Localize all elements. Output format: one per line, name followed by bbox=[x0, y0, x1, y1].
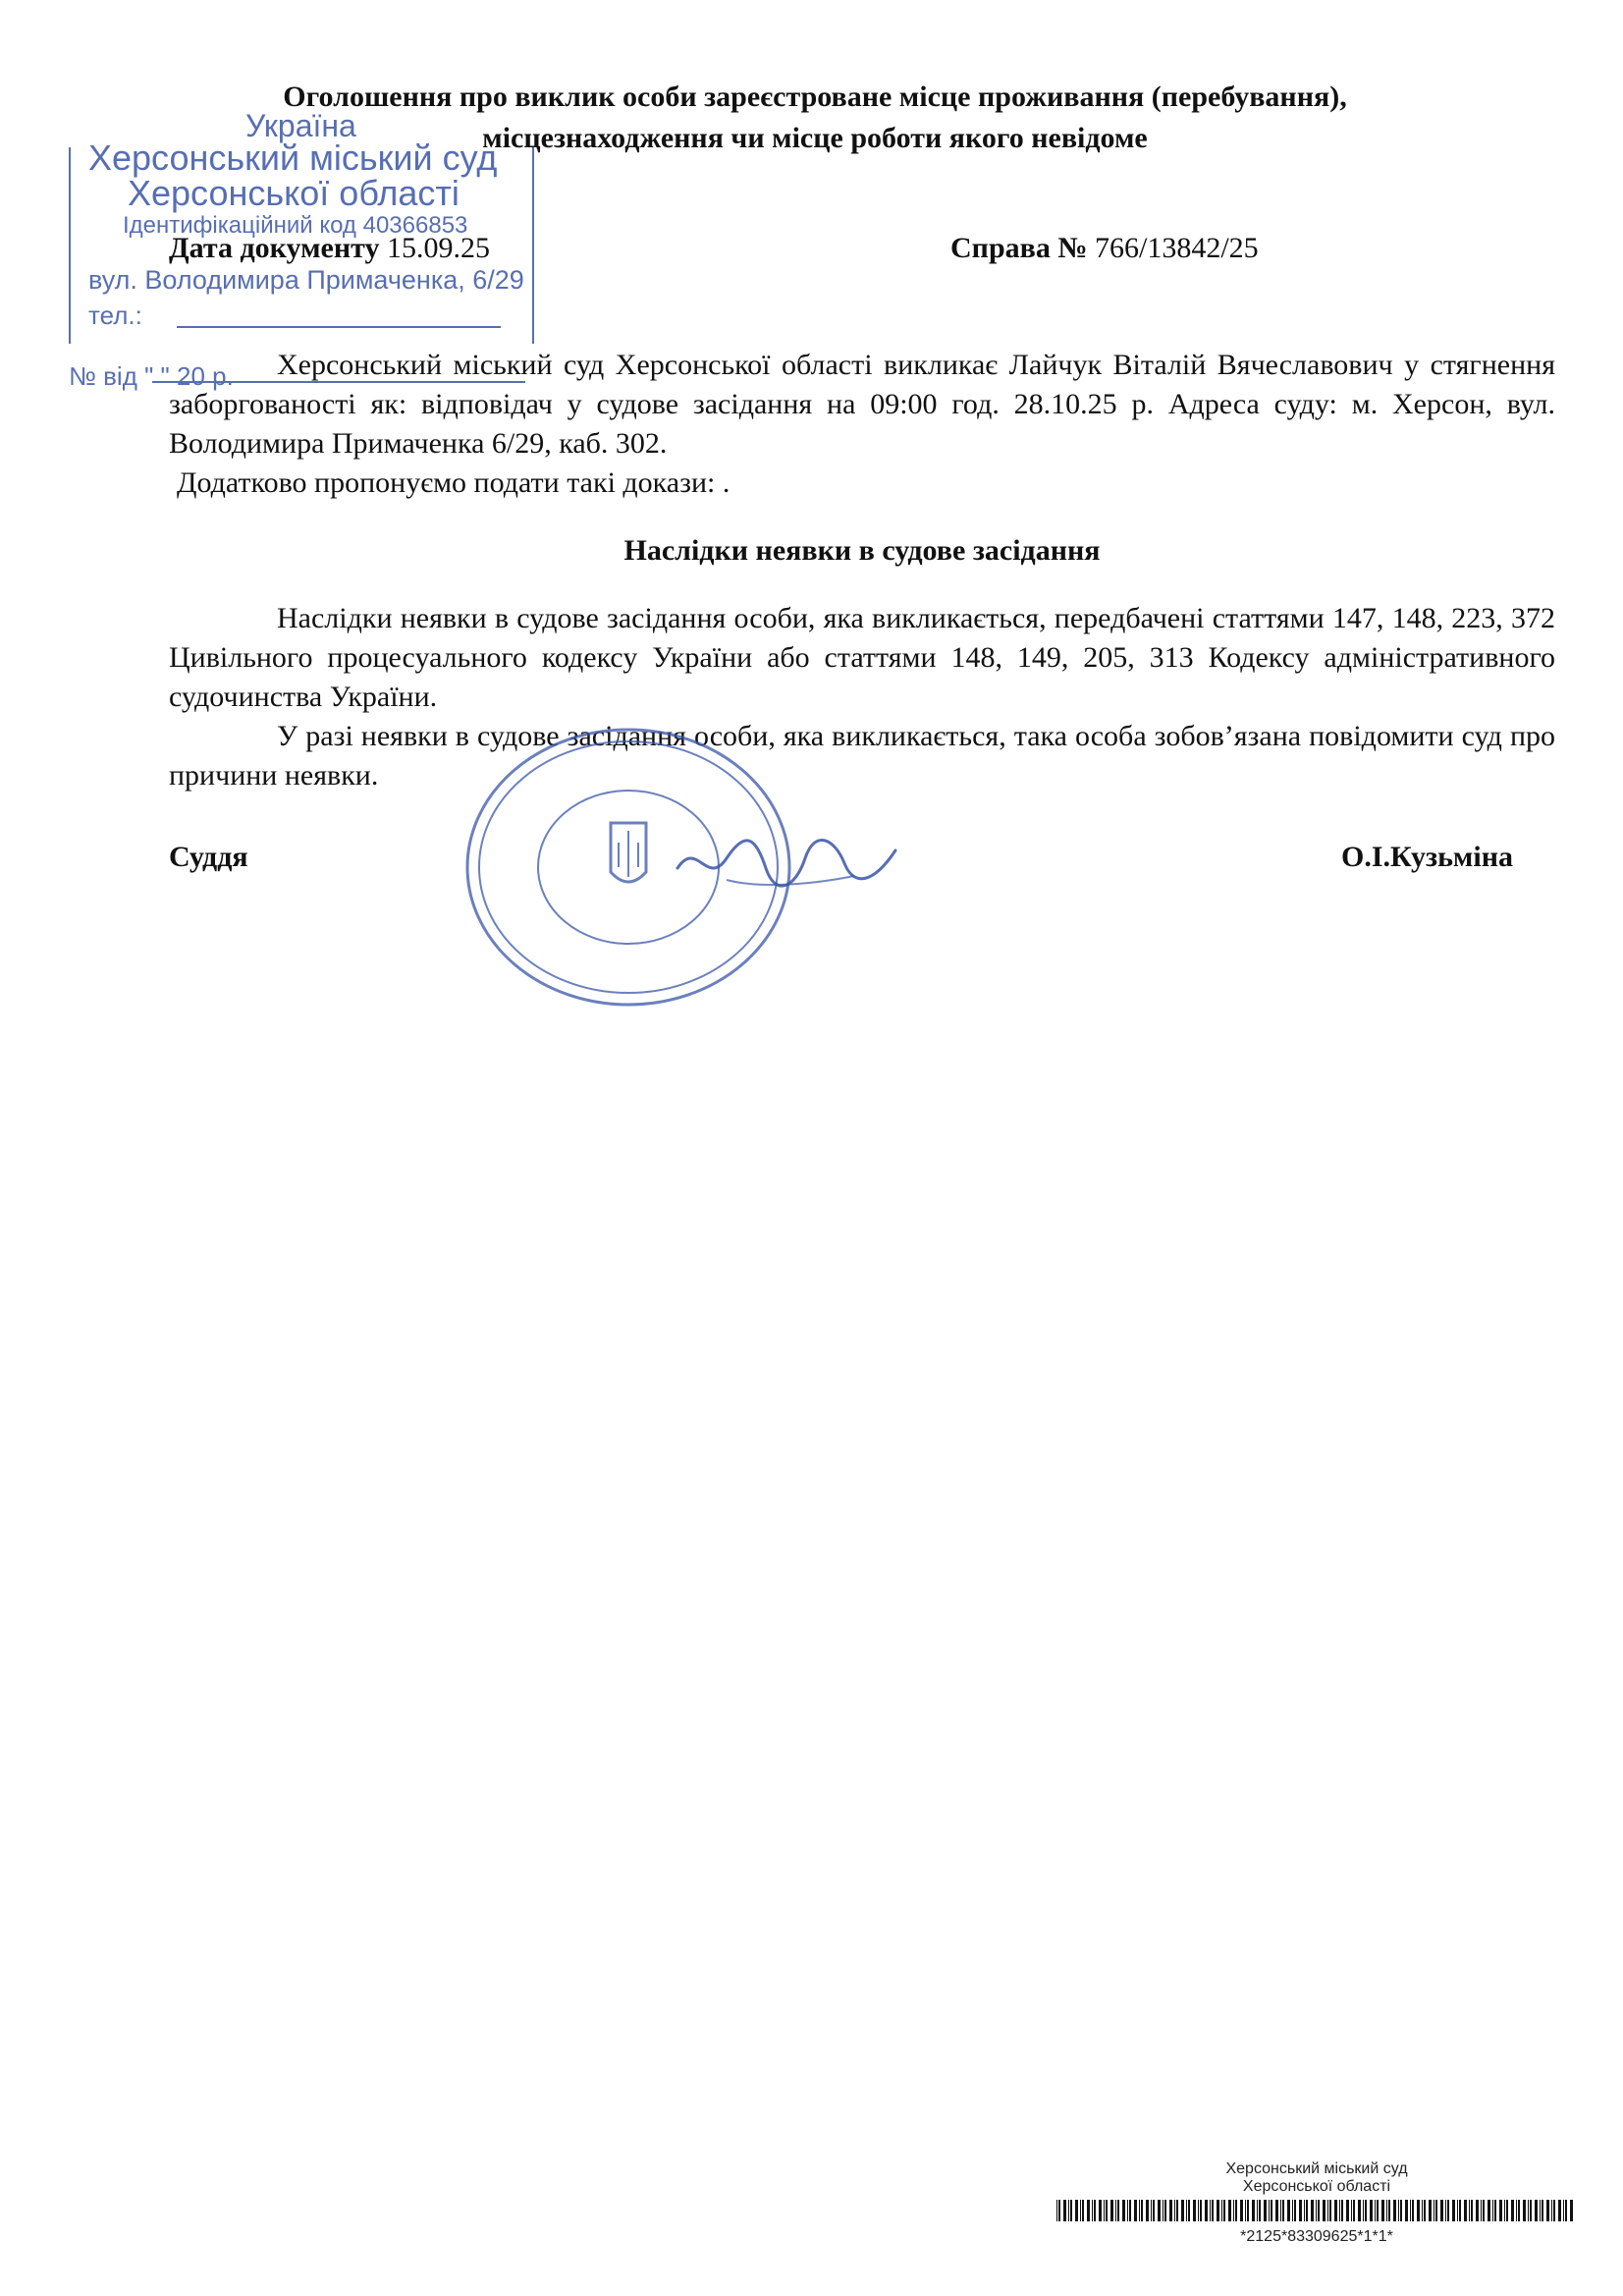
barcode-region: Херсонської області bbox=[1242, 2178, 1391, 2195]
date-value: 15.09.25 bbox=[386, 232, 490, 264]
barcode-block bbox=[1056, 2160, 1577, 2246]
stamp-line: № від " " 20 р. bbox=[69, 361, 234, 391]
summons-paragraph: Херсонський міський суд Херсонської області викликає Лайчук Віталій Вячеславович у стягнення заборгованості як: відповідач у судове засідання на 09:00 год. 28.10.25 р. Адреса суду: м. Херсон, вул. Володимира Примаченка 6/29, каб. 302. bbox=[169, 349, 1555, 460]
signature-name: О.І.Кузьміна bbox=[1341, 841, 1513, 873]
stamp-underline bbox=[177, 326, 501, 328]
document-title bbox=[167, 77, 1463, 159]
evidence-paragraph: Додатково пропонуємо подати такі докази: . bbox=[177, 466, 730, 499]
case-label: Справа № bbox=[950, 232, 1088, 264]
date-label: Дата документу bbox=[169, 232, 380, 264]
stamp-line: вул. Володимира Примаченка, 6/29 bbox=[88, 265, 524, 295]
stamp-line: Херсонський міський суд bbox=[88, 137, 498, 178]
title-line: місцезнаходження чи місце роботи якого невідоме bbox=[482, 122, 1148, 154]
stamp-line: Ідентифікаційний код 40366853 bbox=[123, 212, 468, 239]
barcode-court-name: Херсонський міський суд bbox=[1225, 2160, 1408, 2177]
handwritten-signature bbox=[668, 829, 903, 898]
barcode-bars bbox=[1056, 2200, 1577, 2221]
consequences-paragraph: Наслідки неявки в судове засідання особи, яка викликається, передбачені статтями 147, 148, 223, 372 Цивільного процесуального кодексу України або статтями 148, 149, 205, 313 Кодексу адміністративного судочинства України. bbox=[169, 602, 1555, 713]
stamp-line: Україна bbox=[245, 108, 356, 143]
signature-role: Суддя bbox=[169, 841, 248, 873]
case-value: 766/13842/25 bbox=[1094, 232, 1259, 264]
notice-paragraph: У разі неявки в судове засідання особи, яка викликається, така особа зобов’язана повідомити суд про причини неявки. bbox=[169, 720, 1555, 792]
document-date bbox=[169, 232, 490, 265]
section-heading: Наслідки неявки в судове засідання bbox=[623, 534, 1101, 567]
case-number bbox=[950, 232, 1259, 265]
stamp-line: Херсонської області bbox=[128, 173, 460, 213]
stamp-line: тел.: bbox=[88, 301, 142, 330]
title-line: Оголошення про виклик особи зареєстроване місце проживання (перебування), bbox=[283, 81, 1347, 113]
barcode-code: *2125*83309625*1*1* bbox=[1240, 2228, 1393, 2245]
